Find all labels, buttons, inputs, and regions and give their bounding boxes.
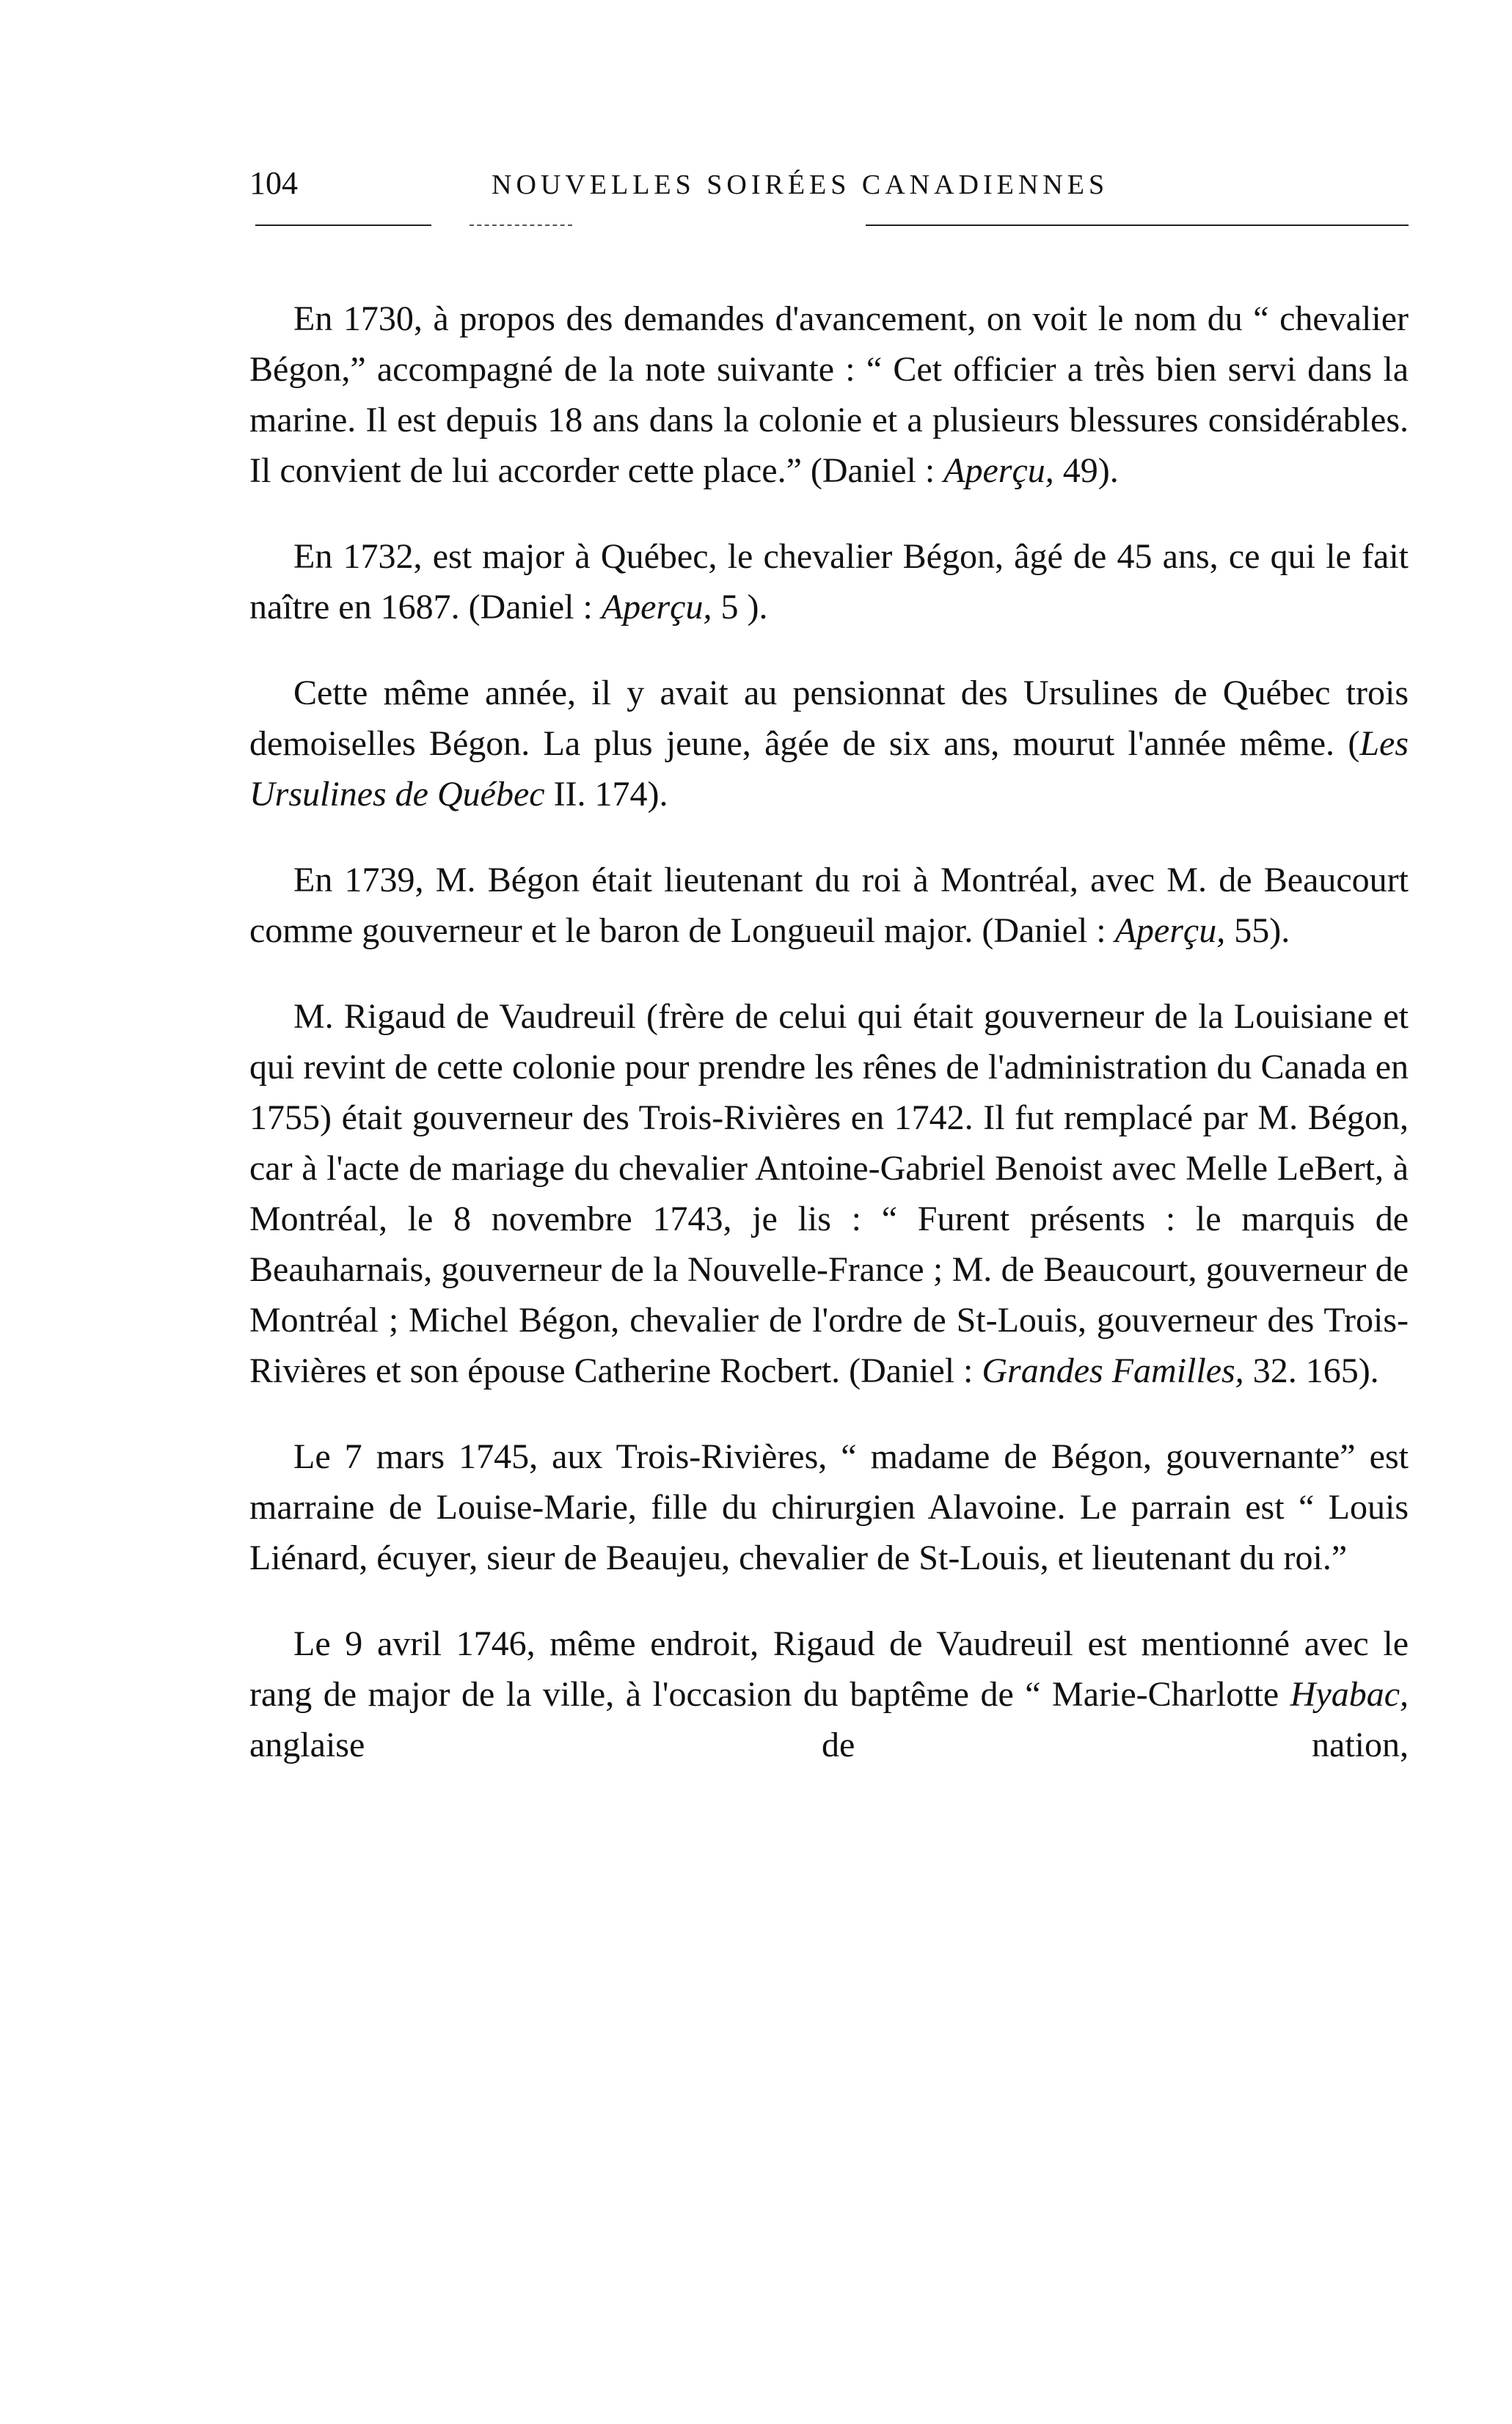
paragraph-1745: Le 7 mars 1745, aux Trois-Rivières, “ madame de Bégon, gouvernante” est marraine de Louise-Marie, fille du chirurgien Alavoine. Le parrain est “ Louis Liénard, écuyer, sieur de Beaujeu, chevalier de St-Louis, et lieutenant du roi.” — [249, 1437, 1409, 1577]
header-rule-dashed — [470, 224, 572, 227]
running-title: NOUVELLES SOIRÉES CANADIENNES — [492, 169, 1109, 200]
paragraph-1732: En 1732, est major à Québec, le chevalier Bégon, âgé de 45 ans, ce qui le fait naître en 1687. (Daniel : Aperçu, 5 ). — [249, 537, 1409, 627]
header-rule-left — [255, 224, 431, 226]
paragraph-rigaud: M. Rigaud de Vaudreuil (frère de celui qui était gouverneur de la Louisiane et qui revint de cette colonie pour prendre les rênes de l'administration du Canada en 1755) était gouverneur des Trois-Rivières en 1742. Il fut remplacé par M. Bégon, car à l'acte de mariage du chevalier Antoine-Gabriel Benoist avec Melle LeBert, à Montréal, le 8 novembre 1743, je lis : “ Furent présents : le marquis de Beauharnais, gouverneur de la Nouvelle-France ; M. de Beaucourt, gouverneur de Montréal ; Michel Bégon, chevalier de l'ordre de St-Louis, gouverneur des Trois-Rivières et son épouse Catherine Rocbert. (Daniel : Grandes Familles, 32. 165). — [249, 997, 1409, 1390]
page-number: 104 — [249, 165, 298, 201]
header-rule-right — [866, 224, 1409, 226]
paragraph-1730: En 1730, à propos des demandes d'avancement, on voit le nom du “ chevalier Bégon,” accompagné de la note suivante : “ Cet officier a très bien servi dans la marine. Il est depuis 18 ans dans la colonie et a plusieurs blessures considérables. Il convient de lui accorder cette place.” (Daniel : Aperçu, 49). — [249, 299, 1409, 490]
body-text — [249, 293, 1409, 1806]
paragraph-ursulines: Cette même année, il y avait au pensionnat des Ursulines de Québec trois demoiselles Bégon. La plus jeune, âgée de six ans, mourut l'année même. (Les Ursulines de Québec II. 174). — [249, 673, 1409, 814]
paragraph-1739: En 1739, M. Bégon était lieutenant du roi à Montréal, avec M. de Beaucourt comme gouverneur et le baron de Longueuil major. (Daniel : Aperçu, 55). — [249, 861, 1409, 950]
paragraph-1746: Le 9 avril 1746, même endroit, Rigaud de Vaudreuil est mentionné avec le rang de major de la ville, à l'occasion du baptême de “ Marie-Charlotte Hyabac, anglaise de nation, — [249, 1624, 1409, 1764]
page-header — [249, 163, 1409, 214]
